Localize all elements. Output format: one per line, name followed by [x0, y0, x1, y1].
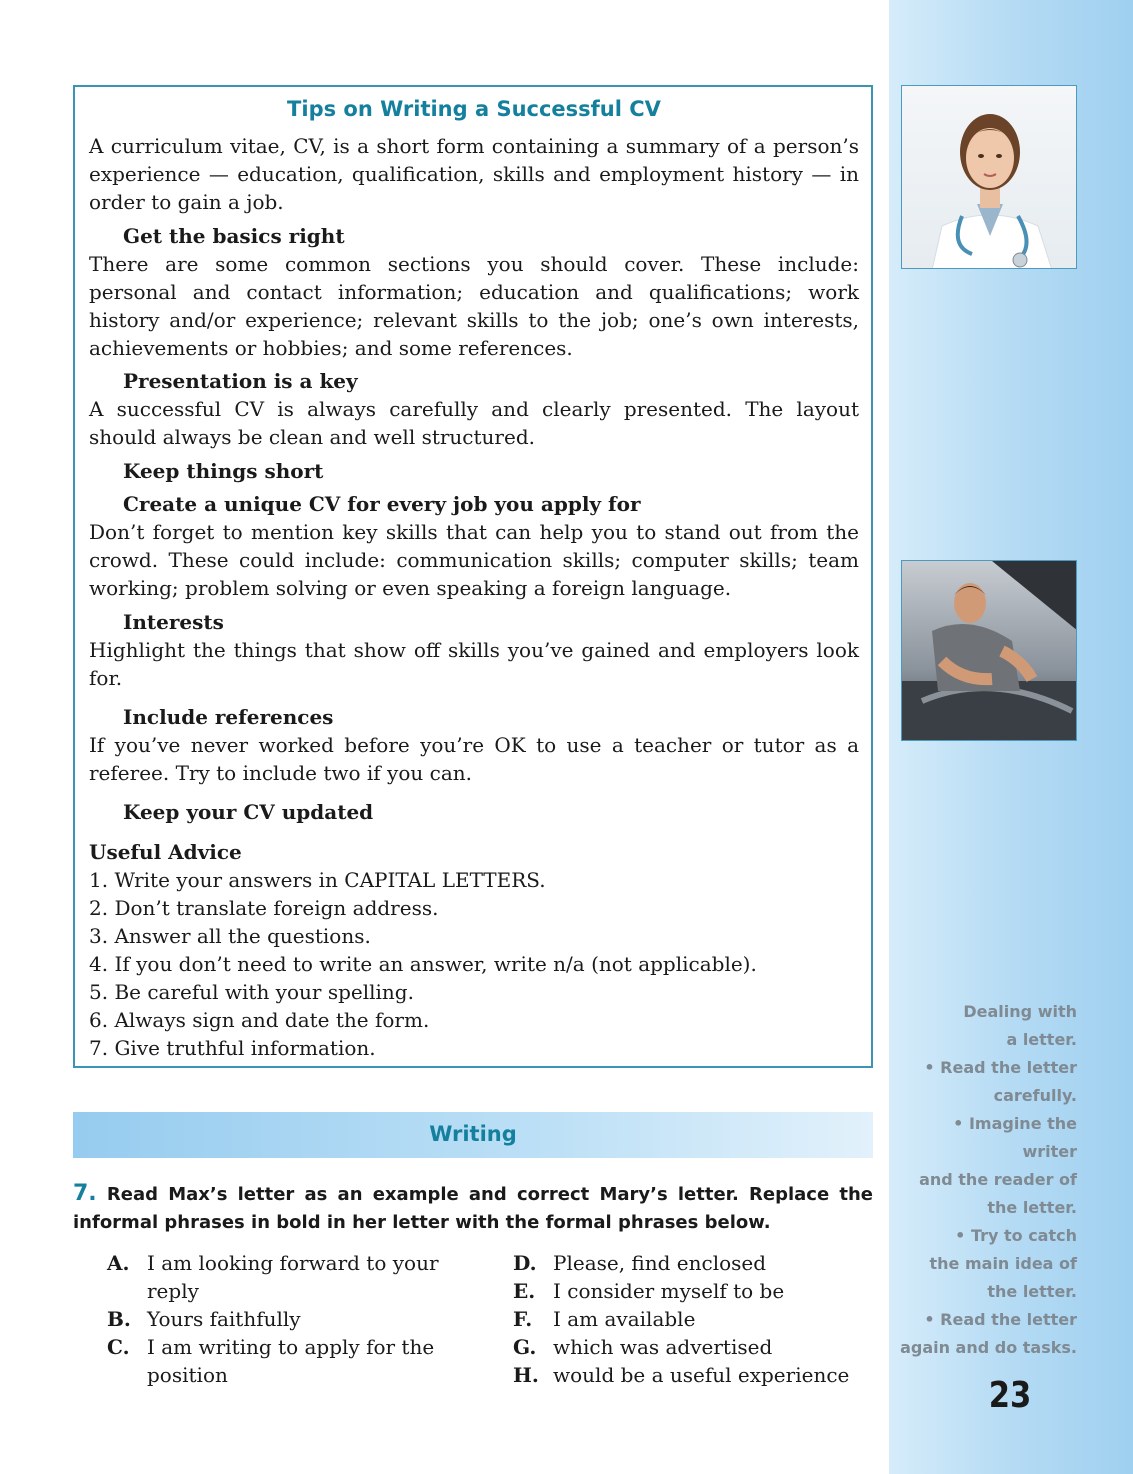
section-heading-presentation: Presentation is a key — [123, 369, 358, 393]
phrase-text: I am writing to apply for the position — [147, 1335, 435, 1387]
side-note-line: • Read the letter — [924, 1058, 1077, 1077]
side-note-line: • Read the letter — [924, 1310, 1077, 1329]
useful-advice-list — [89, 866, 757, 1062]
phrase-item — [513, 1333, 873, 1361]
side-note-line: and the reader of — [919, 1170, 1077, 1189]
page-number: 23 — [988, 1375, 1032, 1416]
phrase-letter: D. — [513, 1251, 537, 1275]
useful-advice-title: Useful Advice — [89, 840, 242, 864]
phrase-letter: G. — [513, 1335, 537, 1359]
phrase-letter: E. — [513, 1279, 536, 1303]
phrase-item — [107, 1249, 447, 1305]
writing-title: Writing — [429, 1122, 517, 1146]
advice-item: 1. Write your answers in CAPITAL LETTERS. — [89, 868, 546, 892]
doctor-illustration — [902, 86, 1077, 269]
section-text-unique: Don’t forget to mention key skills that can help you to stand out from the crowd. These could include: communication skills; computer skills; team working; problem solving or even speaking a foreign language. — [89, 520, 859, 600]
phrase-item — [107, 1305, 447, 1333]
section-heading-short: Keep things short — [123, 459, 324, 483]
phrase-text: I am looking forward to your reply — [147, 1251, 439, 1303]
phrase-item — [513, 1249, 873, 1277]
phrase-item — [107, 1333, 447, 1389]
phrase-letter: F. — [513, 1307, 533, 1331]
doctor-photo — [901, 85, 1077, 269]
phrase-list-left — [107, 1249, 447, 1389]
tips-intro: A curriculum vitae, CV, is a short form containing a summary of a person’s experience — education, qualification, skills and employment history — in order to gain a job. — [89, 134, 859, 214]
side-note-line: the main idea of — [929, 1254, 1077, 1273]
side-note-line: the letter. — [987, 1198, 1077, 1217]
phrase-list-right — [513, 1249, 873, 1389]
phrase-text: which was advertised — [553, 1335, 773, 1359]
phrase-item — [513, 1361, 873, 1389]
section-text-interests: Highlight the things that show off skills you’ve gained and employers look for. — [89, 638, 859, 690]
section-heading-unique: Create a unique CV for every job you apply for — [123, 492, 641, 516]
section-heading-interests: Interests — [123, 610, 224, 634]
writing-section-bar — [73, 1112, 873, 1158]
phrase-item — [513, 1305, 873, 1333]
mechanic-illustration — [902, 561, 1077, 741]
phrase-text: would be a useful experience — [553, 1363, 850, 1387]
advice-item: 4. If you don’t need to write an answer, write n/a (not applicable). — [89, 952, 757, 976]
section-text-basics: There are some common sections you should cover. These include: personal and contact information; education and qualifications; work history and/or experience; relevant skills to the job; one’s own interests, achievements or hobbies; and some references. — [89, 252, 859, 360]
side-note-line: • Imagine the writer — [953, 1114, 1077, 1161]
side-note-line: a letter. — [1006, 1030, 1077, 1049]
advice-item: 7. Give truthful information. — [89, 1036, 376, 1060]
section-text-presentation: A successful CV is always carefully and clearly presented. The layout should always be clean and well structured. — [89, 397, 859, 449]
phrase-text: I consider myself to be — [553, 1279, 785, 1303]
side-note-line: carefully. — [993, 1086, 1077, 1105]
side-note-line: • Try to catch — [955, 1226, 1077, 1245]
advice-item: 2. Don’t translate foreign address. — [89, 896, 439, 920]
advice-item: 5. Be careful with your spelling. — [89, 980, 414, 1004]
phrase-item — [513, 1277, 873, 1305]
mechanic-photo — [901, 560, 1077, 741]
phrase-text: Please, find enclosed — [553, 1251, 767, 1275]
task-text: Read Max’s letter as an example and correct Mary’s letter. Replace the informal phrases in bold in her letter with the formal phrases below. — [73, 1184, 873, 1233]
advice-item: 6. Always sign and date the form. — [89, 1008, 430, 1032]
side-note — [895, 998, 1077, 1362]
side-note-line: again and do tasks. — [900, 1338, 1077, 1357]
task-instruction — [73, 1180, 873, 1237]
phrase-text: Yours faithfully — [147, 1307, 301, 1331]
section-text-references: If you’ve never worked before you’re OK to use a teacher or tutor as a referee. Try to include two if you can. — [89, 733, 859, 785]
section-heading-updated: Keep your CV updated — [123, 800, 374, 824]
phrase-letter: H. — [513, 1363, 539, 1387]
task-number: 7. — [73, 1181, 97, 1206]
advice-item: 3. Answer all the questions. — [89, 924, 371, 948]
side-note-line: the letter. — [987, 1282, 1077, 1301]
phrase-text: I am available — [553, 1307, 696, 1331]
section-heading-basics: Get the basics right — [123, 224, 345, 248]
side-note-line: Dealing with — [963, 1002, 1077, 1021]
tips-title: Tips on Writing a Successful CV — [287, 97, 661, 121]
phrase-letter: C. — [107, 1335, 130, 1359]
phrase-letter: A. — [107, 1251, 130, 1275]
phrase-letter: B. — [107, 1307, 131, 1331]
section-heading-references: Include references — [123, 705, 334, 729]
